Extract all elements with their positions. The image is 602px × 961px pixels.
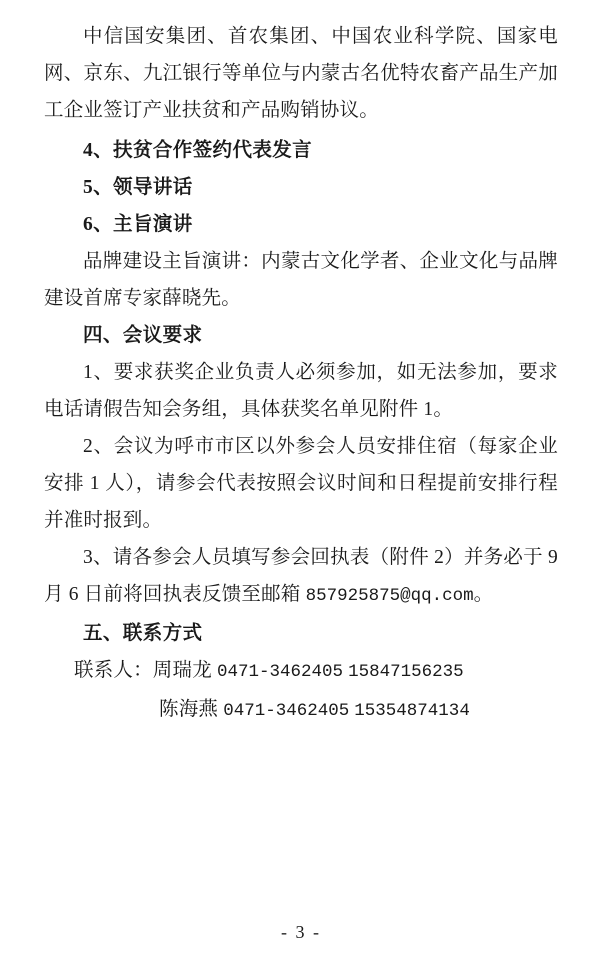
paragraph-requirement-2: 2、会议为呼市市区以外参会人员安排住宿（每家企业安排 1 人），请参会代表按照会议时间和日程提前安排行程并准时报到。: [44, 436, 558, 531]
heading-section-four: 四、会议要求: [83, 325, 203, 346]
heading-item-6: 6、主旨演讲: [83, 214, 193, 235]
paragraph-requirement-1: 1、要求获奖企业负责人必须参加，如无法参加，要求电话请假告知会务组，具体获奖名单见附件 1。: [44, 362, 558, 420]
heading-item-4: 4、扶贫合作签约代表发言: [83, 140, 313, 161]
page-number: - 3 -: [281, 922, 321, 942]
contact-line-primary: 联系人：周瑞龙 0471-3462405 15847156235: [74, 660, 464, 682]
paragraph-requirement-3: 3、请各参会人员填写参会回执表（附件 2）并务必于 9 月 6 日前将回执表反馈至邮箱 857925875@qq.com。: [44, 547, 558, 606]
heading-item-5: 5、领导讲话: [83, 177, 193, 198]
paragraph-partner-agreement: 中信国安集团、首农集团、中国农业科学院、国家电网、京东、九江银行等单位与内蒙古名优特农畜产品生产加工企业签订产业扶贫和产品购销协议。: [44, 26, 558, 121]
heading-section-five: 五、联系方式: [83, 623, 203, 644]
contact-line-secondary: 陈海燕 0471-3462405 15354874134: [159, 699, 470, 721]
paragraph-keynote-speaker: 品牌建设主旨演讲：内蒙古文化学者、企业文化与品牌建设首席专家薛晓先。: [44, 251, 558, 309]
